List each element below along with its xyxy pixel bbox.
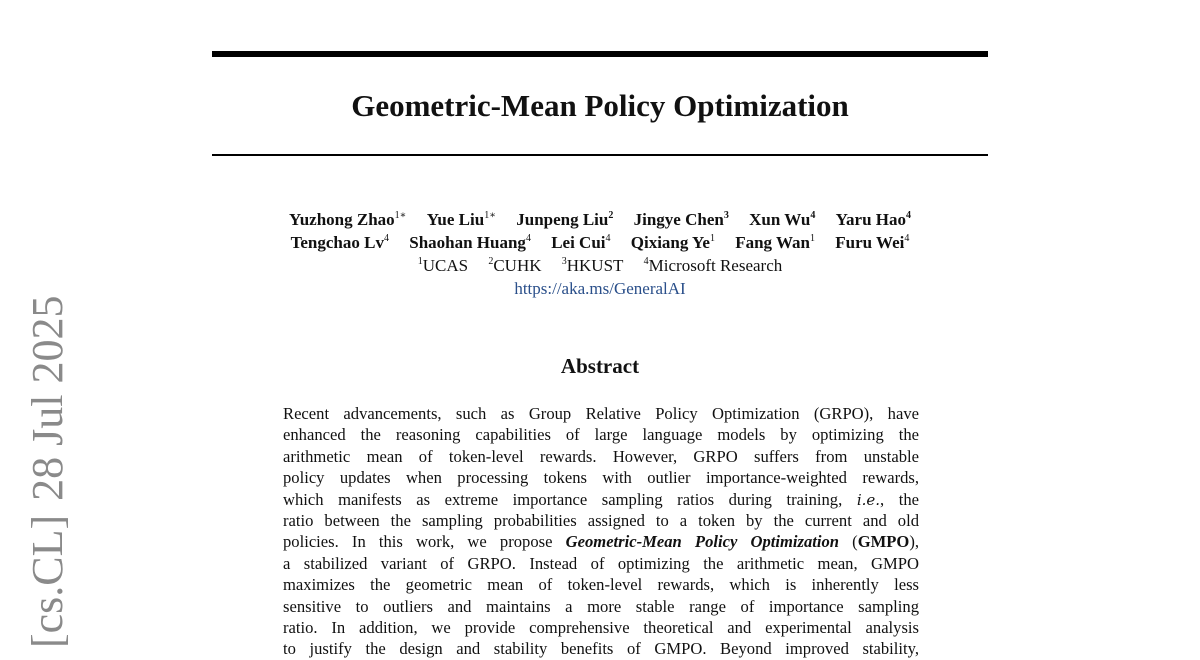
method-name: Geometric-Mean Policy Optimization xyxy=(565,532,839,552)
abstract-line: Recent advancements, such as Group Relative Policy Optimization (GRPO), have xyxy=(283,404,919,423)
abstract-line: a stabilized variant of GRPO. Instead of optimizing the arithmetic mean, GMPO xyxy=(283,553,919,573)
author: Jingye Chen$^3$ xyxy=(633,210,729,229)
affiliation: $^1$UCAS xyxy=(417,256,469,275)
abstract-line: arithmetic mean of token-level rewards. However, GRPO suffers from unstable xyxy=(283,446,919,466)
abstract-body xyxy=(283,403,919,660)
arxiv-sidebar-stamp xyxy=(25,281,71,648)
affiliation-line xyxy=(100,254,1100,277)
author-line-2 xyxy=(100,231,1100,254)
author: Tengchao Lv$^4$ xyxy=(290,233,389,252)
affiliation: $^3$HKUST xyxy=(561,256,624,275)
abstract-line: sensitive to outliers and maintains a more stable range of importance sampling xyxy=(283,596,919,616)
affiliation: $^2$CUHK xyxy=(488,256,542,275)
arxiv-category: [cs.CL] xyxy=(23,514,72,648)
author: Fang Wan$^1$ xyxy=(735,233,815,252)
author-line-1 xyxy=(100,208,1100,231)
author: Yuzhong Zhao$^{1∗}$ xyxy=(288,210,407,229)
author: Shaohan Huang$^4$ xyxy=(409,233,531,252)
author: Yue Liu$^{1∗}$ xyxy=(426,210,496,229)
abstract-italic-ie: i.e. xyxy=(856,490,881,509)
author: Xun Wu$^4$ xyxy=(749,210,816,229)
affiliation: $^4$Microsoft Research xyxy=(643,256,783,275)
abstract-line: enhanced the reasoning capabilities of large language models by optimizing the xyxy=(283,425,919,445)
author: Yaru Hao$^4$ xyxy=(835,210,911,229)
author-block xyxy=(100,208,1100,300)
abstract-line: maximizes the geometric mean of token-level rewards, which is inherently less xyxy=(283,575,919,595)
abstract-line: which manifests as extreme importance sampling ratios during training, i.e., the xyxy=(283,489,920,509)
abstract-line: ratio. In addition, we provide comprehensive theoretical and experimental analysis xyxy=(283,617,919,637)
abstract-line: policies. In this work, we propose Geometric-Mean Policy Optimization (GMPO), xyxy=(283,532,919,552)
abstract-line: ratio between the sampling probabilities assigned to a token by the current and old xyxy=(283,510,919,530)
abstract-heading: Abstract xyxy=(560,354,640,378)
method-acronym: GMPO xyxy=(857,532,910,552)
top-rule xyxy=(212,51,988,57)
arxiv-date: 28 Jul 2025 xyxy=(23,295,72,501)
abstract-line: to justify the design and stability benefits of GMPO. Beyond improved stability, xyxy=(283,639,919,659)
author: Qixiang Ye$^1$ xyxy=(630,233,715,252)
author: Junpeng Liu$^2$ xyxy=(516,210,614,229)
project-link[interactable]: https://aka.ms/GeneralAI xyxy=(514,279,686,298)
abstract-line: policy updates when processing tokens with outlier importance-weighted rewards, xyxy=(283,468,919,488)
author: Lei Cui$^4$ xyxy=(551,233,611,252)
title-rule xyxy=(212,154,988,156)
author: Furu Wei$^4$ xyxy=(835,233,910,252)
paper-title: Geometric-Mean Policy Optimization xyxy=(351,88,849,123)
